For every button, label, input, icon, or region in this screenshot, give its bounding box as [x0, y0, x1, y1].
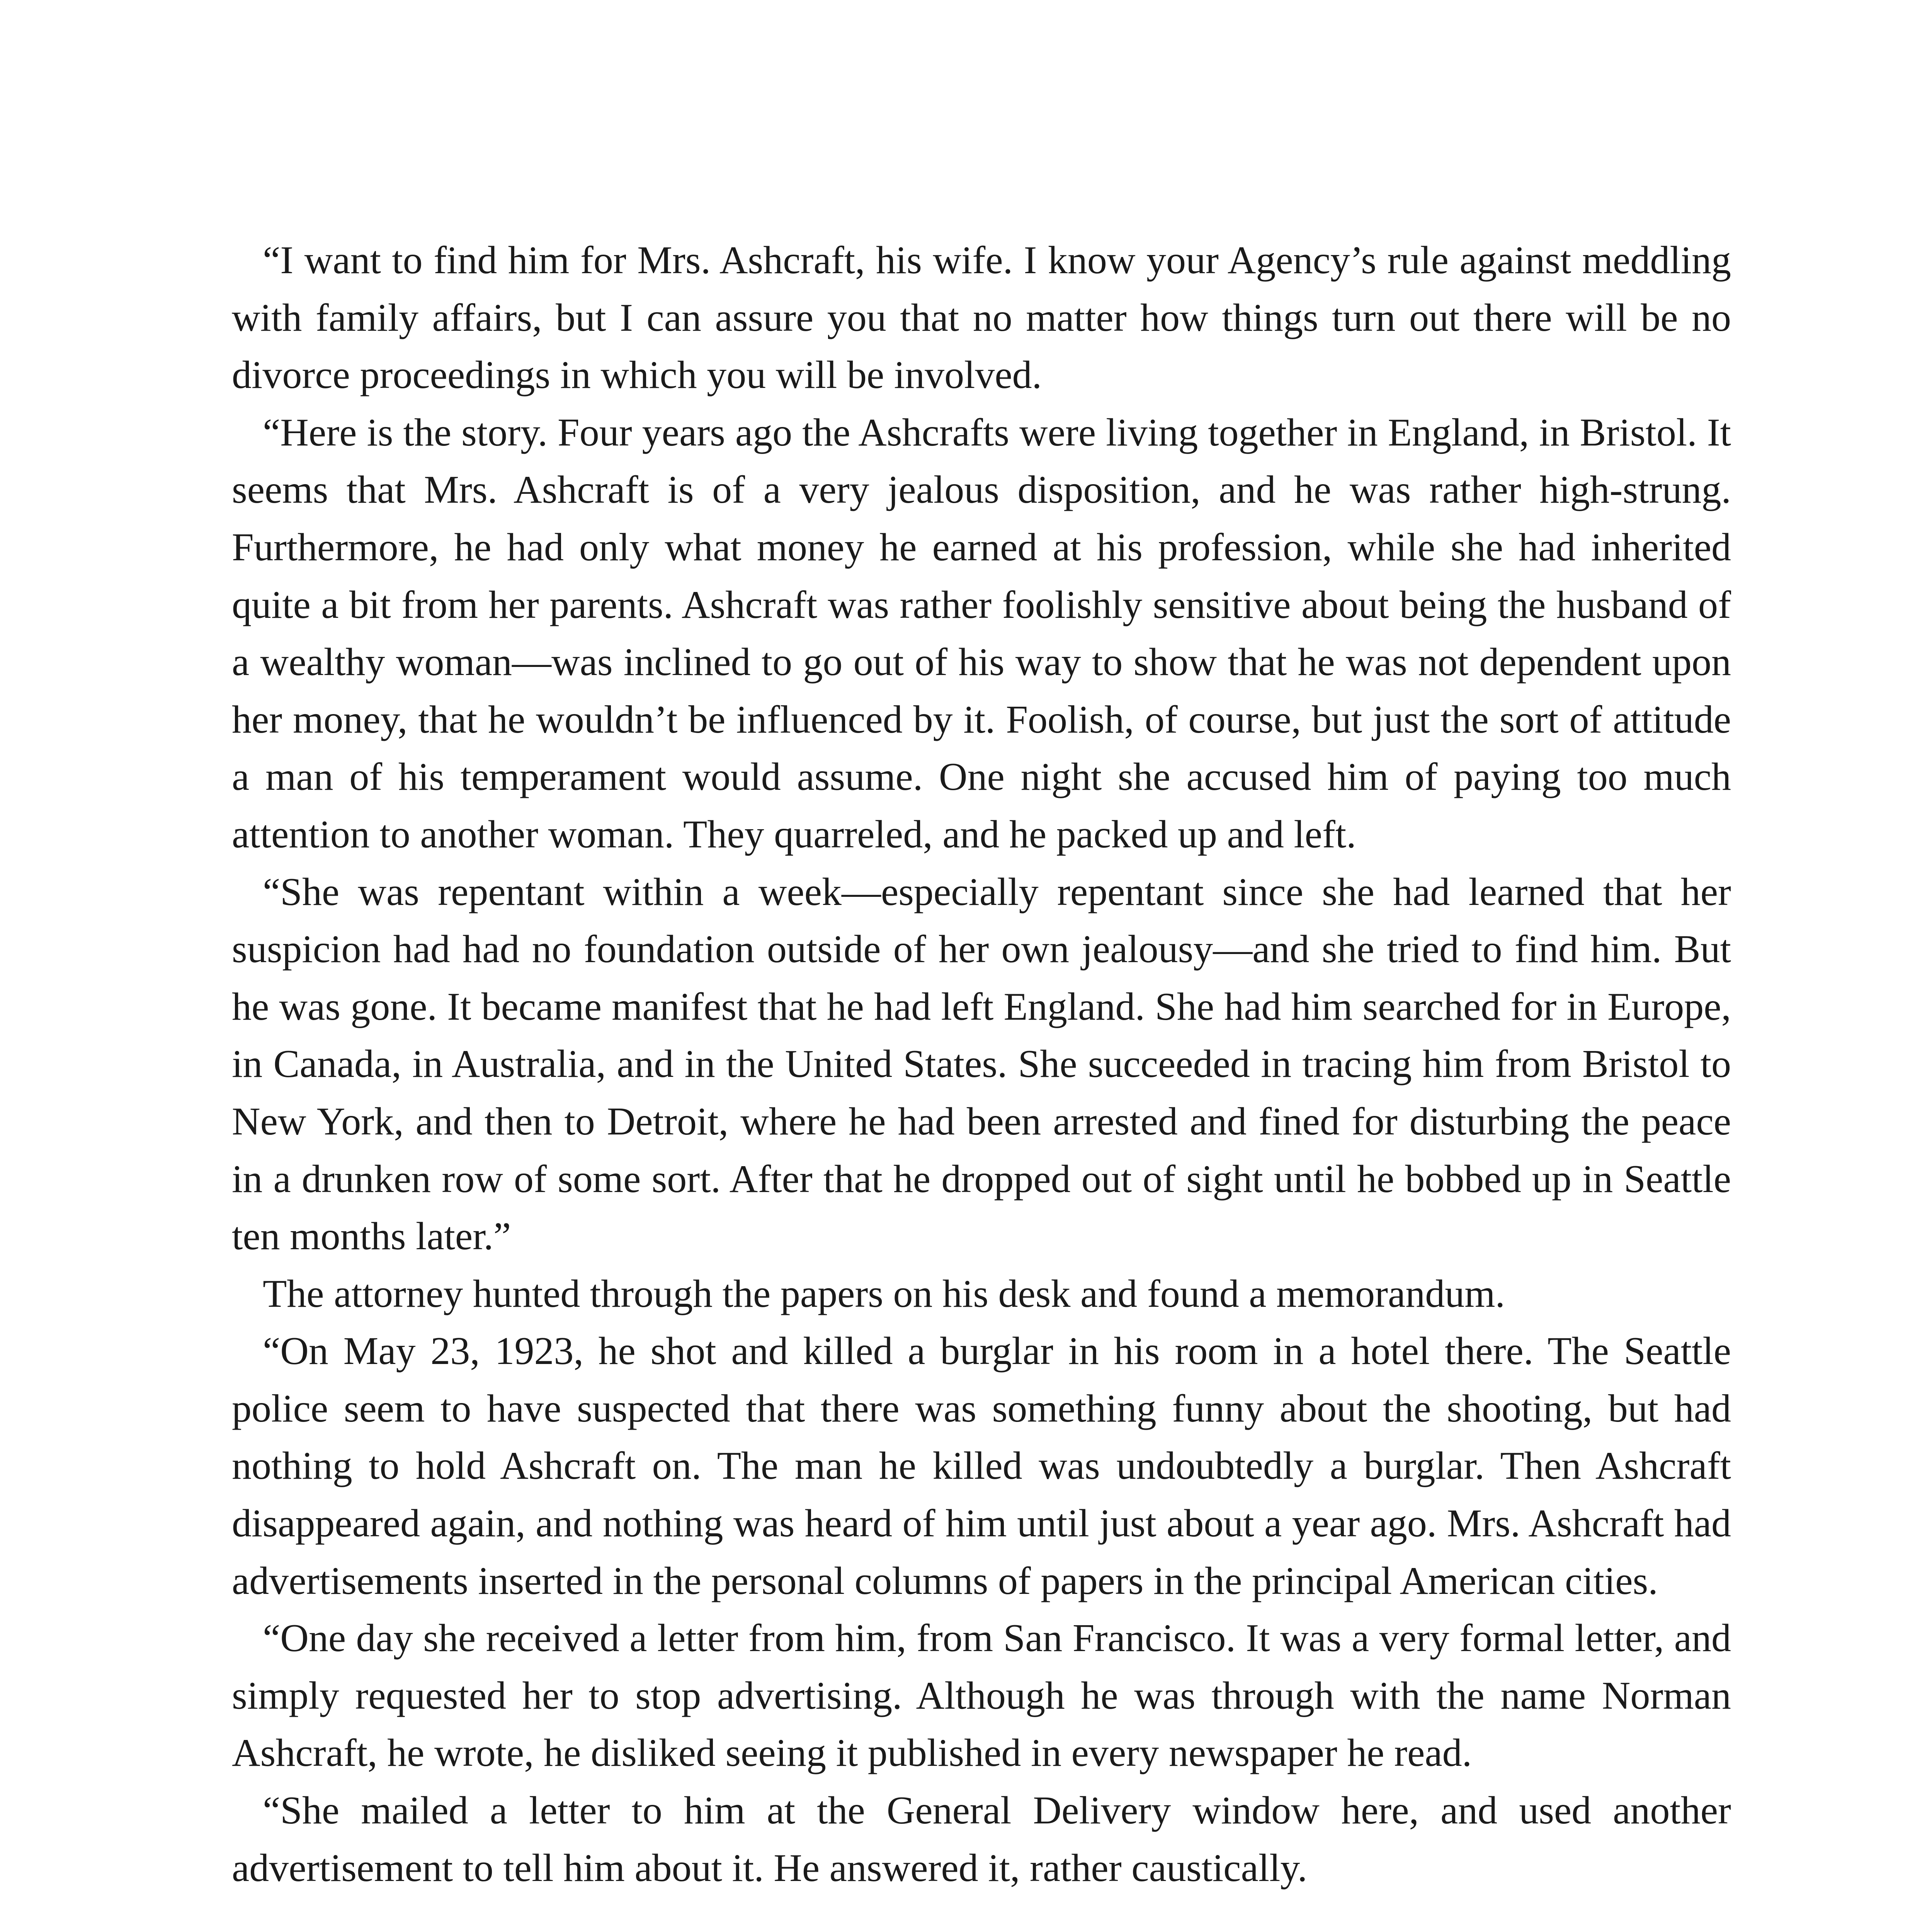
paragraph: “She was repentant within a week—especially repentant since she had learned that her suspicion had had no foundation outside of her own jealousy—and she tried to find him. But he was gone. It became manifest that he had left England. She had him searched for in Europe, in Canada, in Australia, and in the United States. She succeeded in tracing him from Bristol to New York, and then to Detroit, where he had been arrested and fined for disturbing the peace in a drunken row of some sort. After that he dropped out of sight until he bobbed up in Seattle ten months later.” — [232, 870, 1731, 1259]
paragraph: “I want to find him for Mrs. Ashcraft, his wife. I know your Agency’s rule against meddling with family affairs, but I can assure you that no matter how things turn out there will be no divorce proceedings in which you will be involved. — [232, 238, 1731, 397]
paragraph: “She mailed a letter to him at the General Delivery window here, and used another advertisement to tell him about it. He answered it, rather caustically. — [232, 1789, 1731, 1890]
page-body — [232, 232, 1731, 1897]
paragraph: “On May 23, 1923, he shot and killed a burglar in his room in a hotel there. The Seattle police seem to have suspected that there was something funny about the shooting, but had nothing to hold Ashcraft on. The man he killed was undoubtedly a burglar. Then Ashcraft disappeared again, and nothing was heard of him until just about a year ago. Mrs. Ashcraft had advertisements inserted in the personal columns of papers in the principal American cities. — [232, 1329, 1731, 1603]
paragraph: “Here is the story. Four years ago the Ashcrafts were living together in England, in Bristol. It seems that Mrs. Ashcraft is of a very jealous disposition, and he was rather high-strung. Furthermore, he had only what money he earned at his profession, while she had inherited quite a bit from her parents. Ashcraft was rather foolishly sensitive about being the husband of a wealthy woman—was inclined to go out of his way to show that he was not dependent upon her money, that he wouldn’t be influenced by it. Foolish, of course, but just the sort of attitude a man of his temperament would assume. One night she accused him of paying too much attention to another woman. They quarreled, and he packed up and left. — [232, 410, 1731, 856]
paragraph: The attorney hunted through the papers on his desk and found a memorandum. — [263, 1272, 1505, 1316]
paragraph: “One day she received a letter from him, from San Francisco. It was a very formal letter, and simply requested her to stop advertising. Although he was through with the name Norman Ashcraft, he wrote, he disliked seeing it published in every newspaper he read. — [232, 1616, 1731, 1775]
